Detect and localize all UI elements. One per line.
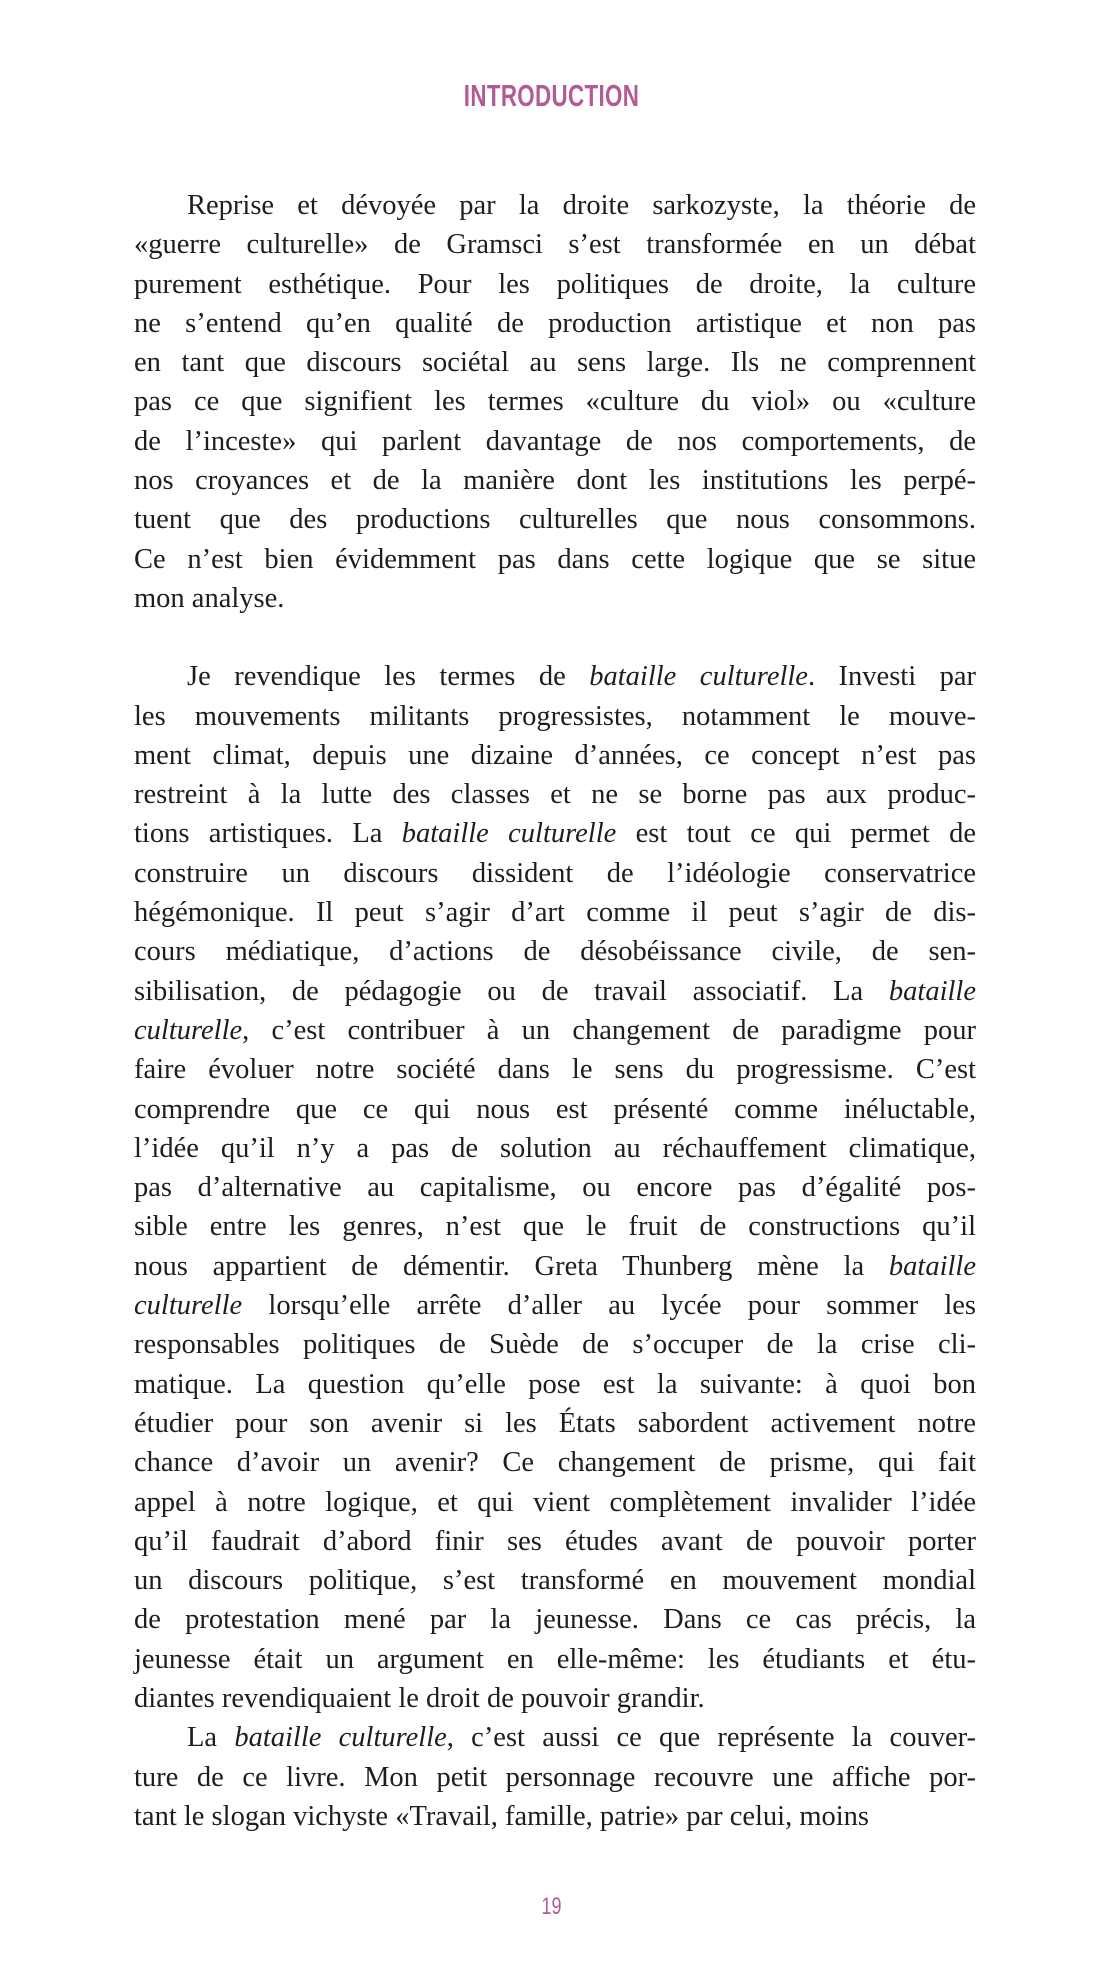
italic-term: bataille culturelle bbox=[401, 818, 617, 850]
text-line bbox=[134, 422, 976, 461]
text-run: mon analyse. bbox=[134, 582, 285, 614]
text-line bbox=[134, 265, 976, 304]
text-run: Je revendique les termes de bbox=[187, 661, 590, 693]
text-run: sible entre les genres, n’est que le fruit de constructions qu’il bbox=[134, 1211, 976, 1243]
text-line bbox=[134, 461, 976, 500]
text-run: Reprise et dévoyée par la droite sarkozyste, la théorie de bbox=[187, 190, 976, 221]
page-number: 19 bbox=[541, 1893, 562, 1920]
text-line bbox=[134, 382, 976, 421]
text-run: purement esthétique. Pour les politiques de droite, la culture bbox=[134, 268, 976, 300]
text-run: Ce n’est bien évidemment pas dans cette logique que se situe bbox=[134, 543, 976, 575]
paragraph-2 bbox=[134, 657, 976, 1718]
text-run: nous appartient de démentir. Greta Thunberg mène la bbox=[134, 1250, 889, 1282]
text-line bbox=[134, 1011, 976, 1050]
text-line bbox=[134, 1207, 976, 1246]
text-run: restreint à la lutte des classes et ne se borne pas aux produc- bbox=[134, 779, 976, 811]
text-run: matique. La question qu’elle pose est la suivante: à quoi bon bbox=[134, 1368, 976, 1400]
italic-term: bataille culturelle bbox=[234, 1722, 447, 1754]
text-line bbox=[134, 343, 976, 382]
text-line bbox=[134, 1797, 976, 1836]
text-line bbox=[134, 697, 976, 736]
text-line bbox=[134, 1168, 976, 1207]
text-line bbox=[134, 1050, 976, 1089]
text-line bbox=[134, 1522, 976, 1561]
text-run: étudier pour son avenir si les États sabordent activement notre bbox=[134, 1407, 976, 1439]
text-line bbox=[134, 1640, 976, 1679]
text-run: tant le slogan vichyste «Travail, famille, patrie» par celui, moins bbox=[134, 1800, 870, 1832]
text-run: tuent que des productions culturelles que nous consommons. bbox=[134, 504, 976, 536]
text-run: de protestation mené par la jeunesse. Dans ce cas précis, la bbox=[134, 1604, 976, 1636]
text-run: diantes revendiquaient le droit de pouvoir grandir. bbox=[134, 1682, 705, 1714]
text-run: . Investi par bbox=[807, 661, 976, 693]
text-run: comprendre que ce qui nous est présenté comme inéluctable, bbox=[134, 1093, 976, 1125]
text-run: «guerre culturelle» de Gramsci s’est transformée en un débat bbox=[134, 229, 976, 261]
text-run: ture de ce livre. Mon petit personnage recouvre une affiche por- bbox=[134, 1761, 976, 1793]
text-line bbox=[134, 1758, 976, 1797]
text-run: appel à notre logique, et qui vient complètement invalider l’idée bbox=[134, 1486, 976, 1518]
text-line bbox=[134, 1483, 976, 1522]
text-line bbox=[134, 1365, 976, 1404]
text-run: un discours politique, s’est transformé en mouvement mondial bbox=[134, 1565, 976, 1597]
italic-term: culturelle bbox=[134, 1014, 243, 1046]
text-line bbox=[134, 775, 976, 814]
text-run: lorsqu’elle arrête d’aller au lycée pour sommer les bbox=[242, 1290, 976, 1322]
text-run: ment climat, depuis une dizaine d’années, ce concept n’est pas bbox=[134, 739, 976, 771]
text-run: construire un discours dissident de l’idéologie conservatrice bbox=[134, 857, 976, 889]
text-line bbox=[134, 1247, 976, 1286]
text-run: cours médiatique, d’actions de désobéissance civile, de sen- bbox=[134, 936, 976, 968]
text-line bbox=[134, 1443, 976, 1482]
text-line bbox=[134, 1600, 976, 1639]
text-line bbox=[134, 932, 976, 971]
text-line bbox=[134, 1404, 976, 1443]
paragraph-spacer bbox=[134, 618, 976, 657]
text-run: tions artistiques. La bbox=[134, 818, 402, 850]
text-line bbox=[134, 500, 976, 539]
text-run: qu’il faudrait d’abord finir ses études avant de pouvoir porter bbox=[134, 1525, 976, 1557]
text-run: , c’est contribuer à un changement de paradigme pour bbox=[242, 1014, 976, 1046]
text-line bbox=[134, 1561, 976, 1600]
text-run: La bbox=[187, 1722, 235, 1754]
text-run: en tant que discours sociétal au sens large. Ils ne comprennent bbox=[134, 347, 976, 379]
text-line bbox=[134, 893, 976, 932]
text-line bbox=[134, 972, 976, 1011]
text-line bbox=[134, 540, 976, 579]
text-line bbox=[134, 1129, 976, 1168]
text-line bbox=[134, 1090, 976, 1129]
text-run: faire évoluer notre société dans le sens du progressisme. C’est bbox=[134, 1054, 976, 1086]
italic-term: bataille culturelle bbox=[589, 661, 808, 693]
italic-term: bataille bbox=[888, 975, 976, 1007]
text-run: de l’inceste» qui parlent davantage de nos comportements, de bbox=[134, 425, 976, 457]
text-line bbox=[134, 225, 976, 264]
text-line bbox=[134, 1325, 976, 1364]
text-run: ne s’entend qu’en qualité de production artistique et non pas bbox=[134, 307, 976, 339]
text-run: jeunesse était un argument en elle-même: les étudiants et étu- bbox=[134, 1643, 976, 1675]
text-line bbox=[134, 1286, 976, 1325]
text-line bbox=[134, 579, 976, 618]
text-run: nos croyances et de la manière dont les institutions les perpé- bbox=[134, 465, 976, 497]
text-line bbox=[134, 657, 976, 696]
text-run: hégémonique. Il peut s’agir d’art comme il peut s’agir de dis- bbox=[134, 897, 976, 929]
paragraph-3 bbox=[134, 1718, 976, 1836]
text-run: sibilisation, de pédagogie ou de travail associatif. La bbox=[134, 975, 889, 1007]
text-run: responsables politiques de Suède de s’occuper de la crise cli- bbox=[134, 1329, 976, 1361]
body-text bbox=[134, 186, 976, 1836]
italic-term: bataille bbox=[888, 1250, 976, 1282]
text-run: les mouvements militants progressistes, notamment le mouve- bbox=[134, 700, 976, 732]
text-run: chance d’avoir un avenir? Ce changement de prisme, qui fait bbox=[134, 1447, 976, 1479]
text-line bbox=[134, 854, 976, 893]
paragraph-1 bbox=[134, 186, 976, 618]
text-run: pas d’alternative au capitalisme, ou encore pas d’égalité pos- bbox=[134, 1172, 976, 1204]
text-line bbox=[134, 736, 976, 775]
text-run: est tout ce qui permet de bbox=[616, 818, 976, 850]
text-line bbox=[134, 304, 976, 343]
text-line bbox=[134, 186, 976, 225]
text-run: pas ce que signifient les termes «culture du viol» ou «culture bbox=[134, 386, 976, 418]
text-line bbox=[134, 814, 976, 853]
running-head: INTRODUCTION bbox=[463, 78, 640, 113]
text-run: l’idée qu’il n’y a pas de solution au réchauffement climatique, bbox=[134, 1132, 976, 1164]
text-line bbox=[134, 1679, 976, 1718]
text-line bbox=[134, 1718, 976, 1757]
text-run: , c’est aussi ce que représente la couver- bbox=[446, 1722, 977, 1754]
italic-term: culturelle bbox=[134, 1290, 243, 1322]
